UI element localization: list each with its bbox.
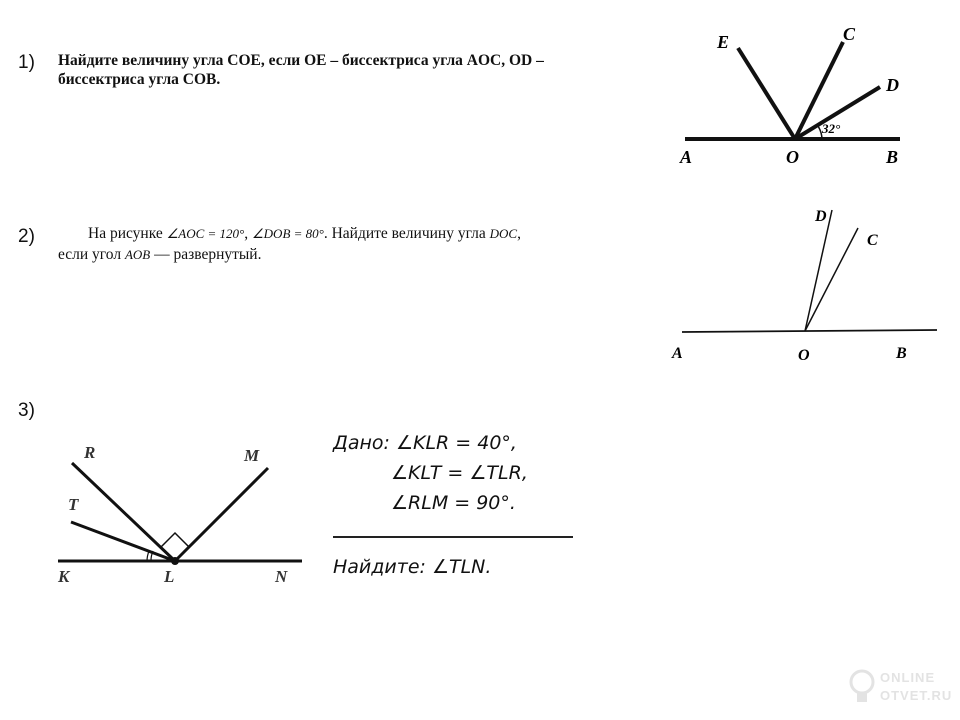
label-l: L [164,567,175,586]
label-a: A [672,345,683,362]
watermark-line: OTVET.RU [880,688,953,703]
lightbulb-icon [848,668,876,708]
given-line: ∠RLM = 90°. [391,492,516,514]
label-c: C [843,24,856,44]
label-c: C [867,232,878,249]
label-d: D [815,208,827,225]
math-aob: AOB [124,247,151,262]
divider [333,536,573,538]
label-t: T [68,495,79,514]
math-aoc: ∠AOC = 120° [166,226,245,241]
label-r: R [84,443,96,462]
watermark-line: ONLINE [880,670,936,685]
problem-number: 2) [18,226,35,247]
problem-text-line: биссектриса угла COB. [58,71,221,88]
text-fragment: . Найдите величину угла [323,225,486,242]
problem-number: 3) [18,400,35,421]
text-fragment: На рисунке [88,225,163,242]
find-text: Найдите: ∠TLN. [333,556,492,578]
label-k: K [58,567,70,586]
problem-number: 1) [18,52,35,73]
label-d: D [886,75,899,95]
problem-text-line: Найдите величину угла COE, если OE – биссектриса угла AOC, OD – [58,52,544,69]
label-m: M [244,446,260,465]
label-a: A [680,147,693,167]
problem-text: На рисунке ∠AOC = 120°, ∠DOB = 80°. Найдите величину угла DOC, если угол AOB — развернутый. [58,225,521,263]
watermark [848,664,953,710]
label-o: O [786,147,799,167]
angle-label: 32° [822,121,841,136]
label-n: N [275,567,288,586]
given-line: Дано: ∠KLR = 40°, [333,432,517,454]
label-e: E [717,32,730,52]
text-fragment: — развернутый. [154,246,262,263]
math-dob: ∠DOB = 80° [252,226,324,241]
given-line: ∠KLT = ∠TLR, [391,462,528,484]
text-fragment: если угол [58,246,122,263]
label-b: B [886,147,899,167]
label-o: O [798,347,810,364]
math-doc: DOC [489,226,518,241]
given-block [333,428,583,518]
label-b: B [896,345,907,362]
